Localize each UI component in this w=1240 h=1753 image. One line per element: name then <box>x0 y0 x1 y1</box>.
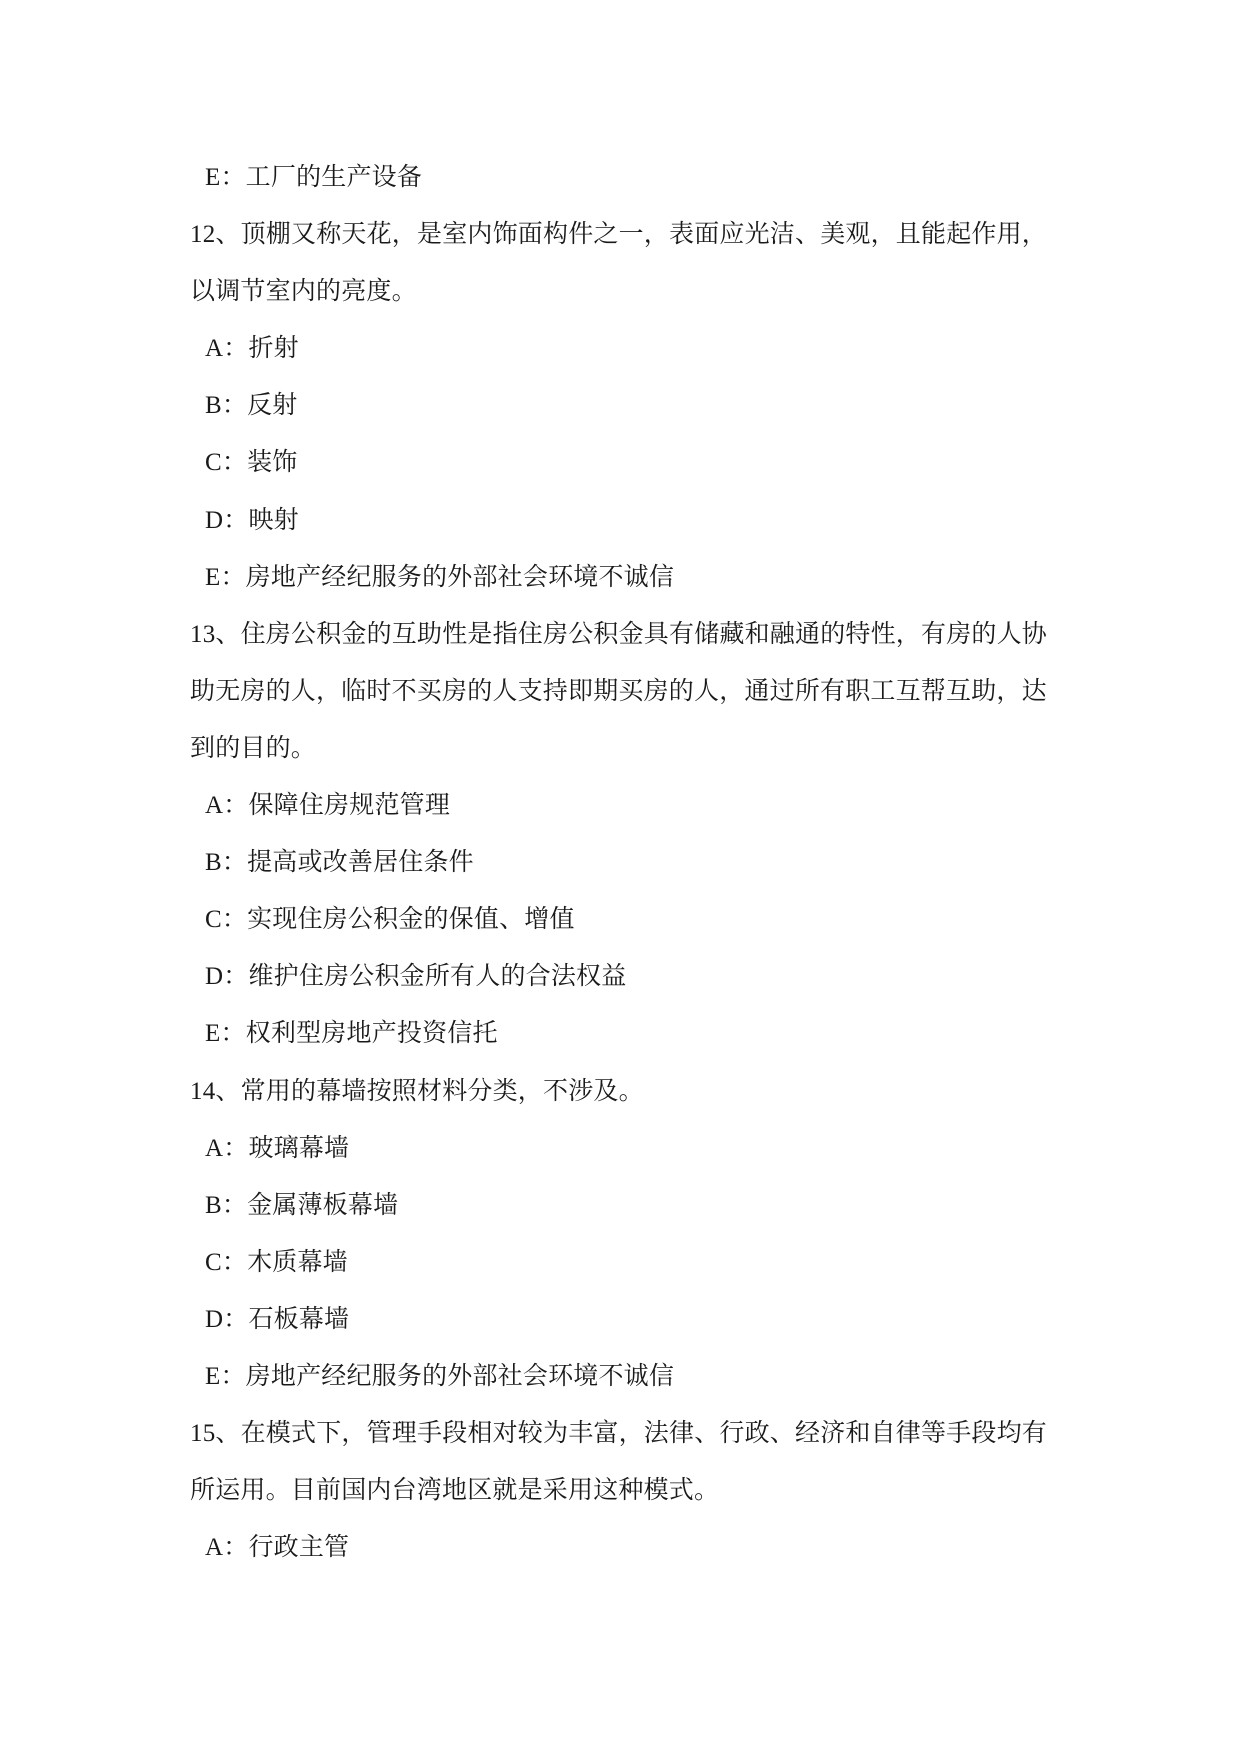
question-continuation-text: 以调节室内的亮度。 <box>190 278 417 306</box>
option-text: D：映射 <box>205 506 299 534</box>
option-text: D：维护住房公积金所有人的合法权益 <box>205 963 627 991</box>
option-text: C：木质幕墙 <box>205 1248 348 1276</box>
option-text: D：石板幕墙 <box>205 1305 350 1333</box>
question-continuation-text: 助无房的人，临时不买房的人支持即期买房的人，通过所有职工互帮互助，达 <box>190 677 1047 705</box>
option-text: E：权利型房地产投资信托 <box>205 1020 498 1048</box>
question-text: 14、常用的幕墙按照材料分类，不涉及。 <box>190 1077 644 1105</box>
option-text: C：装饰 <box>205 449 298 477</box>
option-text: A：行政主管 <box>205 1534 350 1562</box>
option-text: A：折射 <box>205 335 299 363</box>
option-text: C：实现住房公积金的保值、增值 <box>205 906 575 934</box>
question-continuation-text: 到的目的。 <box>190 734 317 762</box>
question-text: 13、住房公积金的互助性是指住房公积金具有储藏和融通的特性，有房的人协 <box>190 620 1048 648</box>
option-text: A：玻璃幕墙 <box>205 1134 350 1162</box>
question-continuation-text: 所运用。目前国内台湾地区就是采用这种模式。 <box>190 1477 720 1505</box>
option-text: B：提高或改善居住条件 <box>205 849 474 877</box>
question-text: 12、顶棚又称天花，是室内饰面构件之一，表面应光洁、美观，且能起作用， <box>190 221 1048 249</box>
option-text: A：保障住房规范管理 <box>205 792 451 820</box>
option-text: B：反射 <box>205 392 298 420</box>
option-text: E：房地产经纪服务的外部社会环境不诚信 <box>205 1362 675 1390</box>
question-text: 15、在模式下，管理手段相对较为丰富，法律、行政、经济和自律等手段均有 <box>190 1420 1048 1448</box>
exam-question-list <box>0 149 1240 1576</box>
option-text: E：房地产经纪服务的外部社会环境不诚信 <box>205 563 675 591</box>
option-text: B：金属薄板幕墙 <box>205 1191 399 1219</box>
option-text: E：工厂的生产设备 <box>205 164 423 191</box>
